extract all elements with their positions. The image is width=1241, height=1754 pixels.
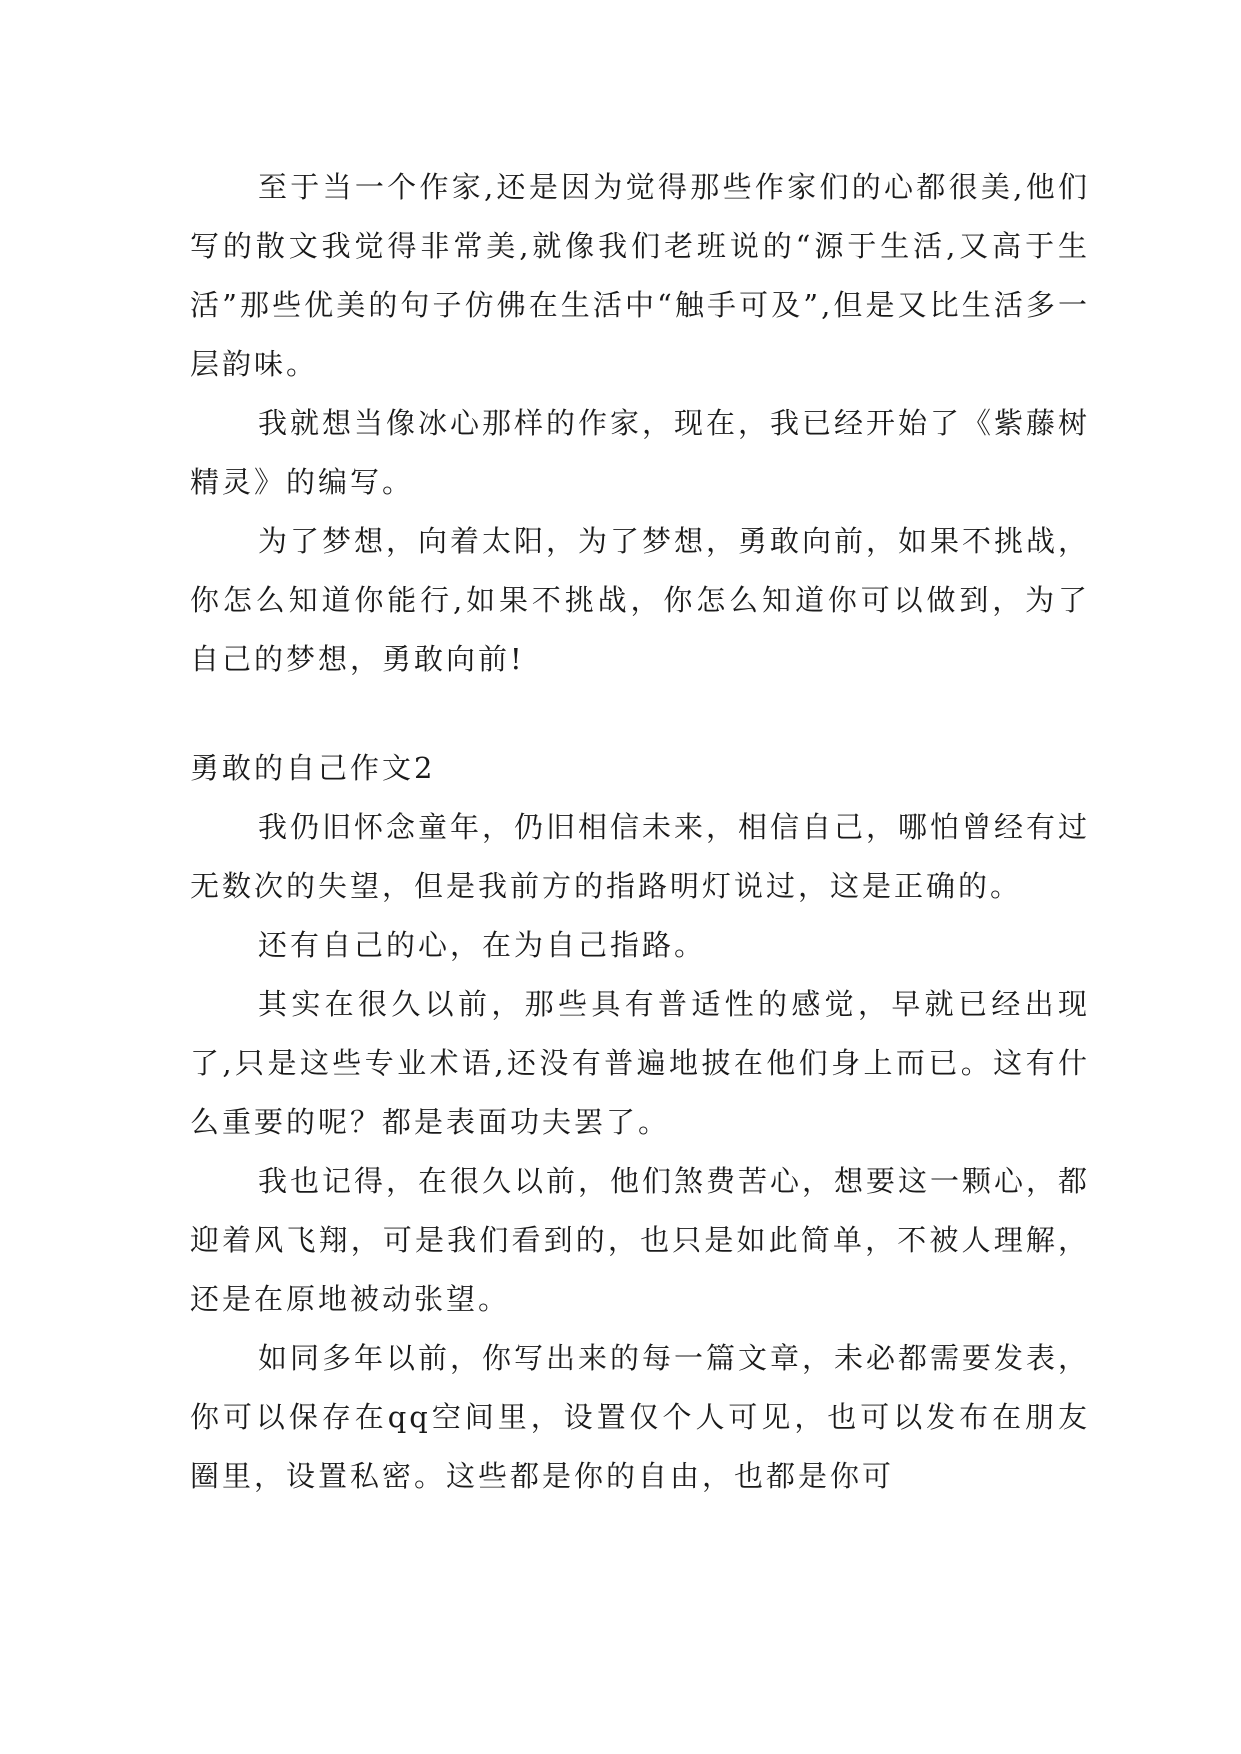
- paragraph: 我也记得，在很久以前，他们煞费苦心，想要这一颗心，都迎着风飞翔，可是我们看到的，也只是如此简单，不被人理解，还是在原地被动张望。: [190, 1164, 1091, 1316]
- paragraph: 如同多年以前，你写出来的每一篇文章，未必都需要发表，你可以保存在qq空间里，设置仅个人可见，也可以发布在朋友圈里，设置私密。这些都是你的自由，也都是你可: [190, 1341, 1091, 1493]
- paragraph: 还有自己的心，在为自己指路。: [258, 928, 707, 962]
- paragraph: 其实在很久以前，那些具有普适性的感觉，早就已经出现了,只是这些专业术语,还没有普遍地披在他们身上而已。这有什么重要的呢？都是表面功夫罢了。: [190, 987, 1090, 1139]
- paragraph: 至于当一个作家,还是因为觉得那些作家们的心都很美,他们写的散文我觉得非常美,就像我们老班说的“源于生活,又高于生活”那些优美的句子仿佛在生活中“触手可及”,但是又比生活多一层韵味。: [190, 170, 1090, 381]
- paragraph: 我就想当像冰心那样的作家，现在，我已经开始了《紫藤树精灵》的编写。: [190, 406, 1091, 499]
- document-body: [190, 158, 1090, 1506]
- paragraph: 我仍旧怀念童年，仍旧相信未来，相信自己，哪怕曾经有过无数次的失望，但是我前方的指路明灯说过，这是正确的。: [190, 810, 1091, 903]
- section-heading: 勇敢的自己作文2: [190, 751, 436, 785]
- paragraph: 为了梦想，向着太阳，为了梦想，勇敢向前，如果不挑战，你怎么知道你能行,如果不挑战，你怎么知道你可以做到，为了自己的梦想，勇敢向前!: [190, 524, 1091, 676]
